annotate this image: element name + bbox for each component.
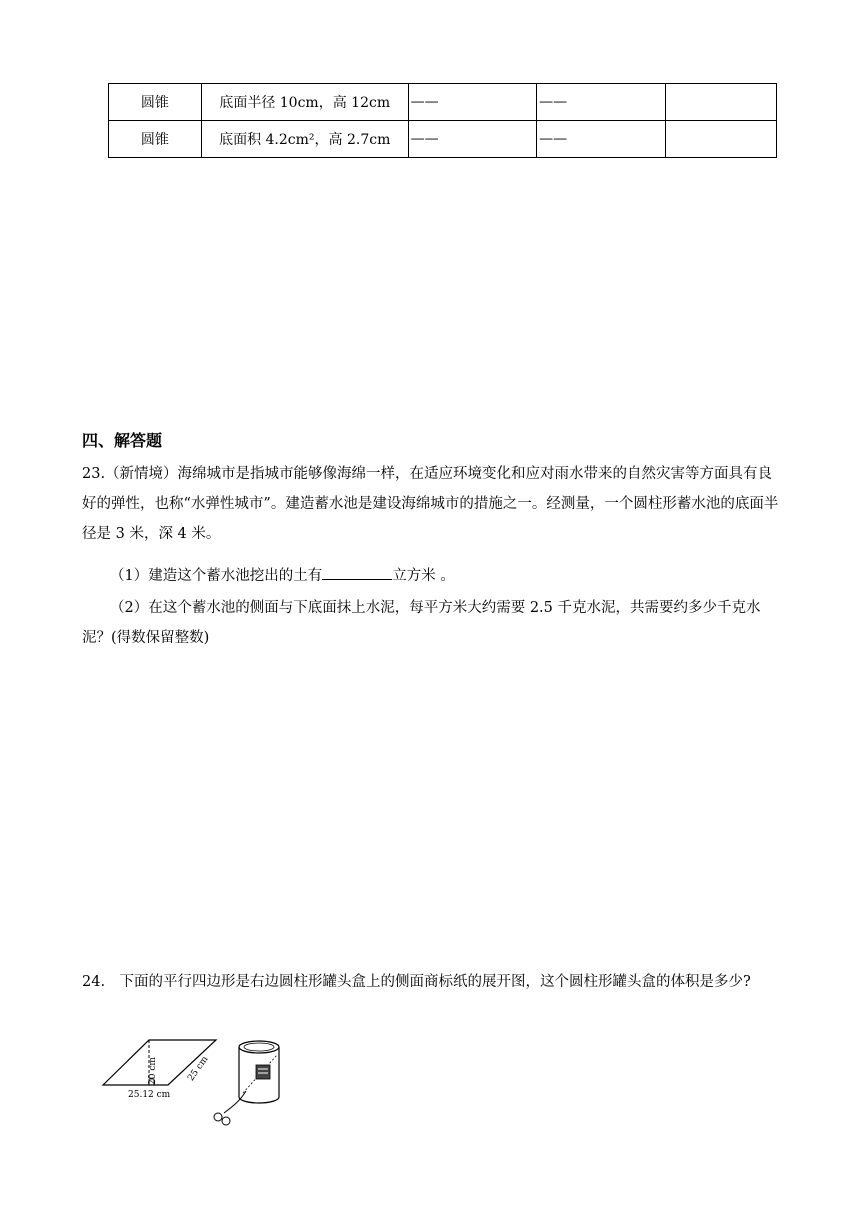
section-heading: 四、解答题 bbox=[82, 431, 163, 450]
part-1-unit: 立方米 。 bbox=[392, 568, 455, 584]
can-illustration bbox=[214, 1041, 279, 1125]
table-cell-shape: 圆锥 bbox=[109, 121, 202, 158]
table-cell-empty bbox=[665, 121, 776, 158]
answer-blank[interactable] bbox=[322, 563, 392, 580]
table-cell-dash: —— bbox=[537, 121, 666, 158]
question-23-part-1 bbox=[82, 561, 810, 591]
part-1-text: （1）建造这个蓄水池挖出的土有 bbox=[110, 568, 323, 584]
question-24: 24. 下面的平行四边形是右边圆柱形罐头盒上的侧面商标纸的展开图，这个圆柱形罐头盒的体积是多少? bbox=[82, 974, 751, 990]
table-row bbox=[109, 121, 777, 158]
table-cell-dash: —— bbox=[408, 84, 537, 121]
question-23-intro: 23.（新情境）海绵城市是指城市能够像海绵一样，在适应环境变化和应对雨水带来的自然灾害等方面具有良好的弹性，也称“水弹性城市”。建造蓄水池是建设海绵城市的措施之一。经测量，一个圆柱形蓄水池的底面半径是 3 米，深 4 米。 bbox=[82, 466, 779, 542]
height-label: 20 cm bbox=[148, 1057, 158, 1085]
can-label-figure bbox=[98, 1035, 298, 1127]
side-label: 25 cm bbox=[186, 1054, 211, 1084]
question-23-part-2: （2）在这个蓄水池的侧面与下底面抹上水泥，每平方米大约需要 2.5 千克水泥，共需要约多少千克水泥？(得数保留整数) bbox=[82, 600, 761, 646]
table-cell-empty bbox=[665, 84, 776, 121]
table-cell-dash: —— bbox=[537, 84, 666, 121]
base-label: 25.12 cm bbox=[128, 1090, 171, 1100]
table-cell-condition: 底面积 4.2cm²，高 2.7cm bbox=[201, 121, 408, 158]
table-cell-condition: 底面半径 10cm，高 12cm bbox=[201, 84, 408, 121]
cone-table bbox=[108, 83, 777, 158]
table-row bbox=[109, 84, 777, 121]
table-cell-shape: 圆锥 bbox=[109, 84, 202, 121]
table-cell-dash: —— bbox=[408, 121, 537, 158]
